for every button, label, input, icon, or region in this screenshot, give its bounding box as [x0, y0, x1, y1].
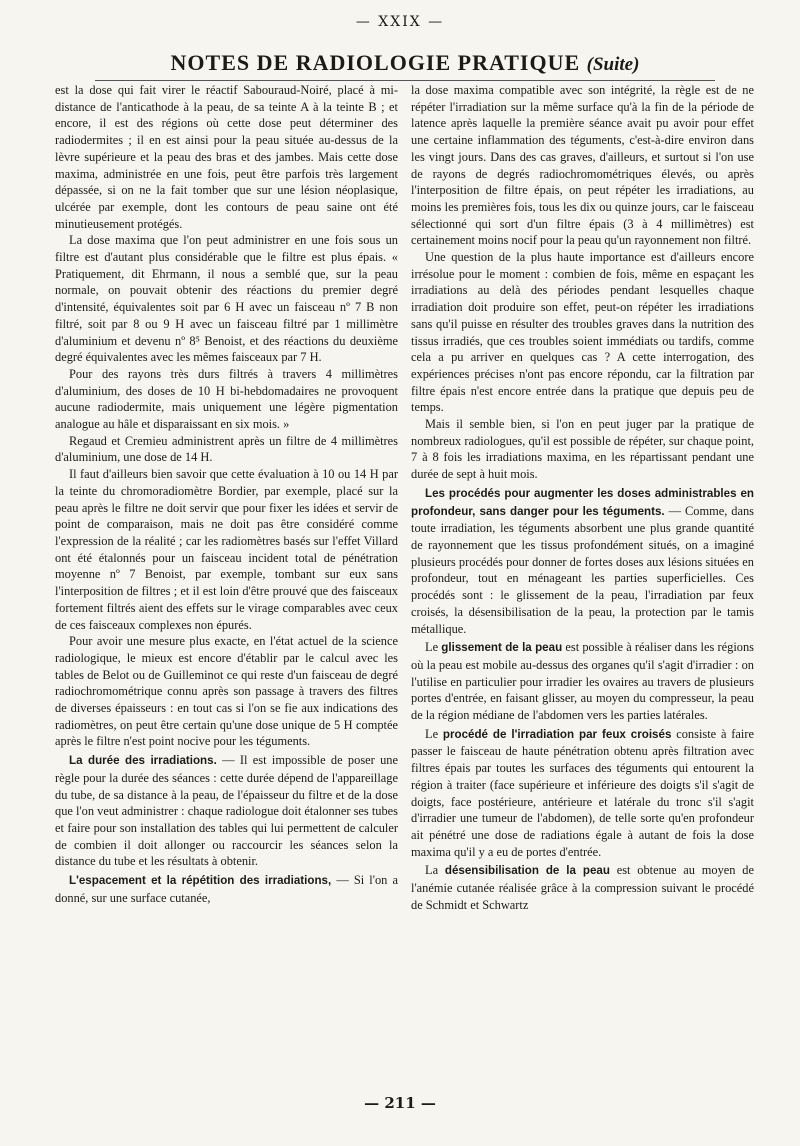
paragraph: Pour avoir une mesure plus exacte, en l'état actuel de la science radiologique, le mieux est encore d'établir par le calcul avec les tables de Belot ou de Guilleminot ce qui reste d'un faisceau de degré radiochromométrique connu après son passage à travers des filtres de diverses épaisseurs : en tout cas si l'on se fie aux indications des radiomètres, on peut être certain qu'une dose unique de 5 H comptée après le filtre n'est point nocive pour les téguments. — [55, 634, 398, 749]
page-number: — 211 — — [364, 1094, 436, 1112]
section-paragraph: La désensibilisation de la peau est obtenue au moyen de l'anémie cutanée réalisée grâce à la compression suivant le procédé de Schmidt et Schwartz — [411, 863, 754, 912]
section-heading: La durée des irradiations. — [69, 754, 217, 768]
paragraph: Mais il semble bien, si l'on en peut juger par la pratique de nombreux radiologues, qu'il est possible de répéter, sur chaque point, 7 à 8 fois les irradiations maxima, en les répartissant pendant une durée de sept à huit mois. — [411, 417, 754, 482]
paragraph: La dose maxima que l'on peut administrer en une fois sous un filtre est d'autant plus considérable que le filtre est plus épais. « Pratiquement, dit Ehrmann, il nous a semblé que, sur la peau normale, on pouvait obtenir des réactions du premier degré d'intensité, équivalentes soit par 6 H avec un faisceau nº 7 B non filtré, soit par 8 ou 9 H avec un faisceau filtré par 1 millimètre d'aluminium et devenu nº 8⁵ Benoist, et des réactions du deuxième degré équivalentes avec les mêmes faisceaux par 7 H. — [55, 233, 398, 365]
section-paragraph: Les procédés pour augmenter les doses administrables en profondeur, sans danger pour les téguments. — Comme, dans toute irradiation, les téguments absorbent une plus grande quantité de rayonnement que les tissus profondément situés, on a imaginé plusieurs procédés pour donner de fortes doses aux lésions situées en profondeur, tout en ménageant les parties superficielles. Ces procédés sont : le glissement de la peau, l'irradiation par feux croisés, la désensibilisation de la peau, la protection par le tamis métallique. — [411, 486, 754, 636]
roman-page-folio: — XXIX — — [355, 14, 445, 30]
section-heading: désensibilisation de la peau — [444, 864, 610, 878]
section-paragraph: Le procédé de l'irradiation par feux croisés consiste à faire passer le faisceau de haute pénétration obtenu après filtration avec filtres épais par toutes les surfaces des téguments qui entourent la région à traiter (face supérieure et inférieure des doigts s'il s'agit de doigts, face postérieure, antérieure et latérale du tronc s'il s'agit d'irradier une tumeur de l'abdomen), de telle sorte qu'en profondeur ait pénétré une dose de radiations égale à autant de fois la dose maxima qu'il y a eu de portes d'entrée. — [411, 726, 754, 859]
paragraph: Regaud et Cremieu administrent après un filtre de 4 millimètres d'aluminium, une dose de 14 H. — [55, 433, 398, 465]
section-heading: glissement de la peau — [441, 641, 563, 655]
paragraph: la dose maxima compatible avec son intégrité, la règle est de ne répéter l'irradiation sur la même surface qu'à la fin de la période de latence après laquelle la première séance avait pu avoir pour effet une certaine inflammation des téguments, c'est-à-dire environ dans les vingt jours. Dans des cas graves, d'ailleurs, et surtout si l'on use de rayons de degrés radiochromométriques élevés, ou après l'interposition de filtre épais, on peut répéter les irradiations, au moins les premières fois, tous les dix ou quinze jours, car le faisceau sélectionné qui sort d'un filtre épais (3 à 4 millimètres) est certainement moins nocif pour la peau qu'un rayonnement non filtré. — [411, 83, 754, 248]
section-heading: Les procédés pour augmenter les doses administrables en profondeur, sans danger pour les téguments. — [411, 486, 754, 518]
section-heading: L'espacement et la répétition des irradiations, — [69, 874, 332, 888]
paragraph: Une question de la plus haute importance est d'ailleurs encore irrésolue pour le moment : combien de fois, même en espaçant les irradiations au delà des périodes pendant lesquelles chaque irradiation doit produire son effet, peut-on répéter les irradiations sans qu'il puisse en résulter des troubles graves dans la nutrition des tissus irradiés, que ces troubles soient immédiats ou tardifs, comme cela a pu arriver en quelques cas ? A cette interrogation, des expériences précises n'ont pas encore répondu, car la filtration par filtre épais n'est encore entrée dans la pratique que depuis peu de temps. — [411, 250, 754, 415]
section-heading: procédé de l'irradiation par feux croisés — [442, 727, 672, 741]
right-column — [411, 82, 754, 913]
page-heading — [60, 50, 750, 81]
section-paragraph: Le glissement de la peau est possible à réaliser dans les régions où la peau est mobile au-dessus des organes qu'il s'agit d'irradier : on l'utilise en particulier pour irradier les ovaires au travers de plusieurs portes d'entrée, en faisant glisser, au moyen du compresseur, la peau de la région médiane de l'abdomen vers les parties latérales. — [411, 640, 754, 723]
section-paragraph: La durée des irradiations. — Il est impossible de poser une règle pour la durée des séances : cette durée dépend de l'appareillage du tube, de sa distance à la peau, de l'épaisseur du filtre et de la dose que l'on veut administrer : chaque radiologue doit étalonner ses tubes et faire pour son installation des tables qui lui permettent de calculer de combien il doit allonger ou raccourcir les séances selon la distance du tube et les résultats à obtenir. — [55, 753, 398, 869]
paragraph: Il faut d'ailleurs bien savoir que cette évaluation à 10 ou 14 H par la teinte du chromoradiomètre Bordier, par exemple, placé sur la peau après le filtre ne doit servir que pour fixer les idées et servir de point de comparaison, mais ne doit pas être considéré comme l'expression de la réalité ; car les radiomètres basés sur l'effet Villard ont été étalonnés pour un faisceau incident total de pénétration moyenne nº 7 Benoist, par exemple, tombant sur eux sans l'interposition de filtres ; et il est loin d'être prouvé que des faisceaux fortement filtrés aient des effets sur le virage comparables avec ceux de ces faisceaux complexes non épurés. — [55, 467, 398, 632]
paragraph: Pour des rayons très durs filtrés à travers 4 millimètres d'aluminium, des doses de 10 H bi-hebdomadaires ne provoquent aucune radiodermite, mais uniquement une légère pigmentation analogue au hâle et disparaissant en six mois. » — [55, 366, 398, 432]
paragraph: est la dose qui fait virer le réactif Sabouraud-Noiré, placé à mi-distance de l'anticathode à la peau, de sa teinte A à la teinte B ; et encore, il est des régions où cette dose peut déterminer des radiodermites ; il en est ainsi pour la peau située au-dessus de la lèvre supérieure et la peau des bras et des jambes. Mais cette dose maxima, administrée en une fois, peut être parfois très largement dépassée, si on ne la fait tomber que sur une lésion néoplasique, ulcérée par exemple, dont les contours de peau saine ont été minutieusement protégés. — [55, 83, 398, 231]
left-column — [55, 82, 398, 906]
heading-suffix: (Suite) — [586, 54, 640, 75]
heading-title: NOTES DE RADIOLOGIE PRATIQUE — [170, 50, 581, 75]
section-paragraph: L'espacement et la répétition des irradiations, — Si l'on a donné, sur une surface cutanée, — [55, 873, 398, 905]
